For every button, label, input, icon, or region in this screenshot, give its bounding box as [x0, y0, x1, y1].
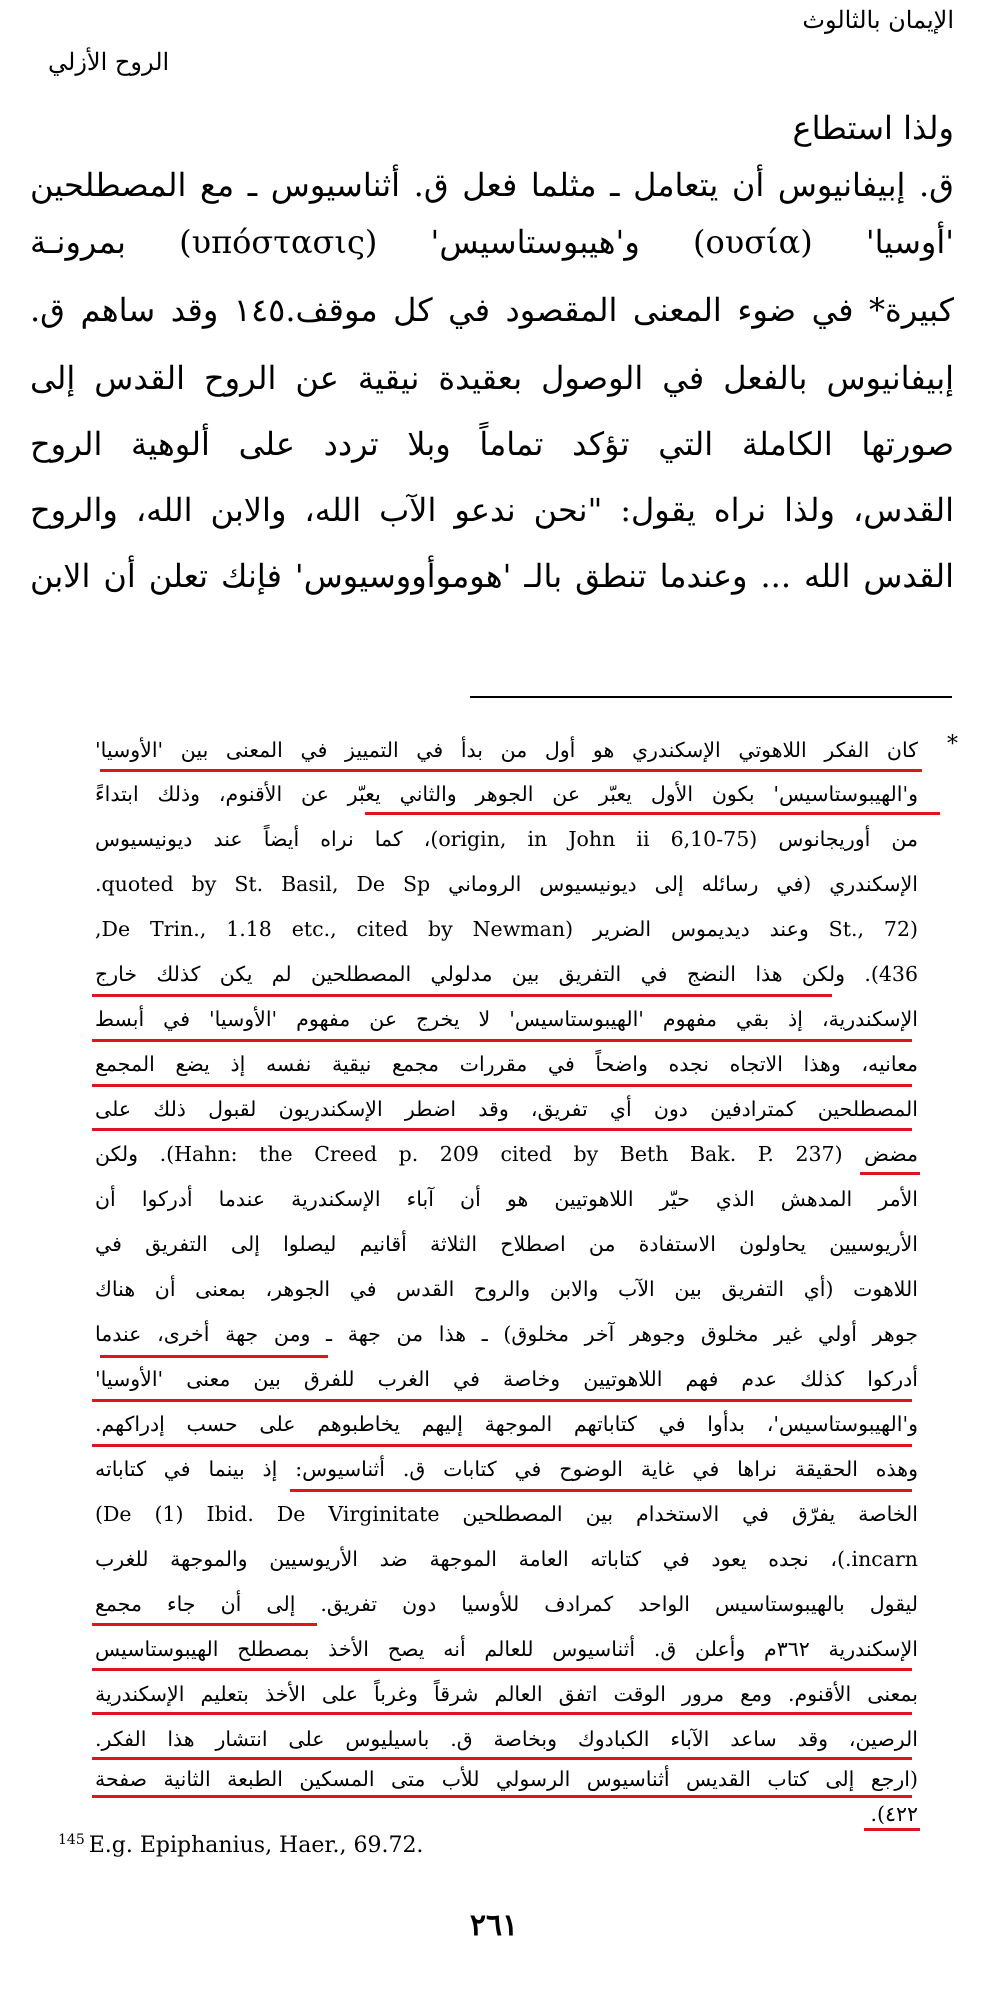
body-line: القدس الله ... وعندما تنطق بالـ 'هوموأووسيوس' فإنك تعلن أن الابن: [30, 557, 954, 595]
footnote-line: الإسكندرية، إذ بقي مفهوم 'الهيبوستاسيس' لا يخرج عن مفهوم 'الأوسيا' في أبسط: [95, 1007, 918, 1031]
footnote-line: و'الهيبوستاسيس'، بدأوا في كتاباتهم الموجهة إليهم يخاطبوهم على حسب إدراكهم.: [95, 1412, 918, 1436]
footnote-line: المصطلحين كمترادفين دون أي تفريق، وقد اضطر الإسكندريون لقبول ذلك على: [95, 1097, 918, 1121]
footnote-line: ٤٢٢).: [870, 1802, 918, 1826]
body-line: ولذا استطاع: [792, 109, 954, 147]
footnote-line: الرصين، وقد ساعد الآباء الكبادوك وبخاصة ق. باسيليوس على انتشار هذا الفكر.: [95, 1727, 918, 1751]
red-underline: [92, 1757, 912, 1760]
footnote-line: الأمر المدهش الذي حيّر اللاهوتيين هو أن آباء الإسكندرية عندما أدركوا أن: [95, 1187, 918, 1211]
footnote-line: incarn.)، نجده يعود في كتاباته العامة الموجهة ضد الأريوسيين والموجهة للغرب: [95, 1547, 918, 1571]
red-underline: [92, 1623, 317, 1626]
footnote-line: من أوريجانوس (origin, in John ii 6,10-75)، كما نراه أيضاً عند ديونيسيوس: [95, 827, 918, 851]
footnote-line: اللاهوت (أي التفريق بين الآب والابن والروح القدس في الجوهر، بمعنى أن هناك: [95, 1277, 918, 1301]
footnote-line: ليقول بالهيبوستاسيس الواحد كمرادف للأوسيا دون تفريق. إلى أن جاء مجمع: [95, 1592, 918, 1616]
red-underline: [92, 1668, 912, 1671]
footnote-line: (St., 72 وعند ديديموس الضرير (De Trin., 1.18 etc., cited by Newman,: [95, 917, 918, 941]
running-header-book-title: الإيمان بالثالوث: [802, 6, 954, 34]
body-line: 'أوسيا' (ουσία) و'هيبوستاسيس' (υπόστασις) بمرونـة: [30, 223, 955, 261]
body-line: كبيرة* في ضوء المعنى المقصود في كل موقف.١٤٥ وقد ساهم ق.: [30, 291, 954, 329]
footnote-line: 436). ولكن هذا النضج في التفريق بين مدلولي المصطلحين لم يكن كذلك خارج: [95, 962, 918, 986]
page-number: ٢٦١: [469, 1908, 519, 1943]
footnote-line: (ارجع إلى كتاب القديس أثناسيوس الرسولي للأب متى المسكين الطبعة الثانية صفحة: [95, 1767, 918, 1791]
body-line: صورتها الكاملة التي تؤكد تماماً وبلا تردد على ألوهية الروح: [30, 425, 954, 463]
red-underline: [92, 1039, 912, 1042]
red-underline: [92, 994, 832, 997]
footnote-line: بمعنى الأقنوم. ومع مرور الوقت اتفق العالم شرقاً وغرباً على الأخذ بتعليم الإسكندرية: [95, 1682, 918, 1706]
footnote-marker: *: [947, 732, 958, 757]
footnote-line: معانيه، وهذا الاتجاه نجده واضحاً في مقررات مجمع نيقية نفسه إذ يضع المجمع: [95, 1052, 918, 1076]
red-underline: [92, 1084, 912, 1087]
footnote-line: كان الفكر اللاهوتي الإسكندري هو أول من بدأ في التمييز في المعنى بين 'الأوسيا': [95, 738, 918, 762]
red-underline: [290, 1489, 912, 1492]
red-underline: [92, 1128, 912, 1131]
footnote-145-number: 145: [58, 1832, 85, 1848]
body-line: القدس، ولذا نراه يقول: "نحن ندعو الآب الله، والابن الله، والروح: [30, 491, 954, 529]
red-underline: [100, 769, 922, 772]
footnote-line: الأريوسيين يحاولون الاستفادة من اصطلاح الثلاثة أقانيم ليصلوا إلى التفريق في: [95, 1232, 918, 1256]
red-underline: [92, 1399, 912, 1402]
footnote-line: مضض (Hahn: the Creed p. 209 cited by Beth Bak. P. 237). ولكن: [95, 1142, 919, 1166]
footnote-line: جوهر أولي غير مخلوق وجوهر آخر مخلوق) ـ هذا من جهة ـ ومن جهة أخرى، عندما: [95, 1322, 918, 1346]
red-underline: [860, 1172, 920, 1175]
footnote-145: [58, 1832, 423, 1858]
red-underline: [92, 1795, 912, 1798]
red-underline: [365, 812, 940, 815]
footnote-line: الإسكندري (في رسائله إلى ديونيسيوس الروماني quoted by St. Basil, De Sp.: [95, 872, 918, 896]
footnote-line: الإسكندرية ٣٦٢م وأعلن ق. أثناسيوس للعالم أنه يصح الأخذ بمصطلح الهيبوستاسيس: [95, 1637, 918, 1661]
footnote-separator: [470, 696, 952, 698]
body-line: ق. إبيفانيوس أن يتعامل ـ مثلما فعل ق. أثناسيوس ـ مع المصطلحين: [30, 166, 954, 204]
footnote-line: الخاصة يفرّق في الاستخدام بين المصطلحين De (1) Ibid. De Virginitate): [95, 1502, 918, 1526]
footnote-line: وهذه الحقيقة نراها في غاية الوضوح في كتابات ق. أثناسيوس: إذ بينما في كتاباته: [95, 1457, 918, 1481]
footnote-145-text: E.g. Epiphanius, Haer., 69.72.: [88, 1833, 424, 1858]
body-line: إبيفانيوس بالفعل في الوصول بعقيدة نيقية عن الروح القدس إلى: [30, 359, 955, 397]
red-underline: [100, 1355, 328, 1358]
red-underline: [864, 1828, 920, 1831]
footnote-line: و'الهيبوستاسيس' بكون الأول يعبّر عن الجوهر والثاني يعبّر عن الأقنوم، وذلك ابتداءً: [95, 782, 918, 806]
running-header-chapter-title: الروح الأزلي: [48, 48, 170, 76]
footnote-line: أدركوا كذلك عدم فهم اللاهوتيين وخاصة في الغرب للفرق بين معنى 'الأوسيا': [95, 1367, 918, 1391]
red-underline: [92, 1712, 912, 1715]
red-underline: [92, 1444, 912, 1447]
